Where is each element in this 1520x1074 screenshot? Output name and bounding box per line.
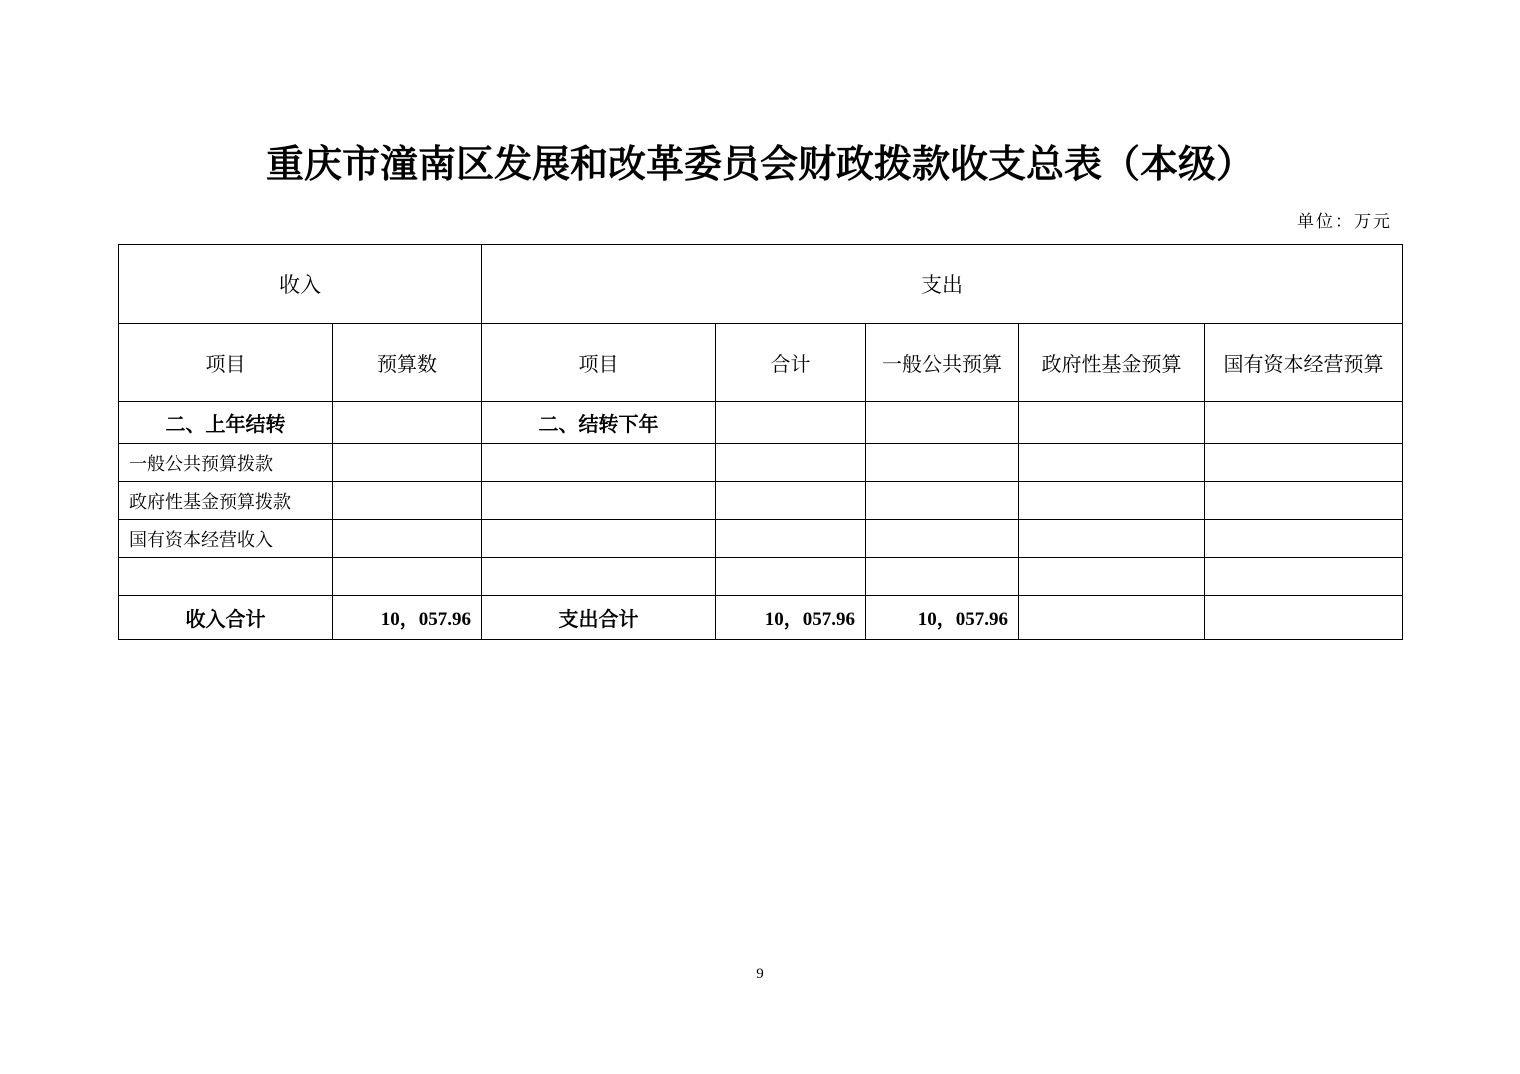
cell-general-public-total-value: 10，057.96: [866, 596, 1019, 640]
cell-empty: [866, 520, 1019, 558]
cell-empty: [333, 482, 482, 520]
unit-label: 单位：万元: [1297, 212, 1392, 232]
cell-empty: [482, 520, 716, 558]
column-header-row: [119, 324, 1403, 402]
cell-empty: [482, 558, 716, 596]
cell-expense-total-value: 10，057.96: [716, 596, 866, 640]
cell-empty: [1019, 520, 1205, 558]
cell-income-total-value: 10，057.96: [333, 596, 482, 640]
col-header-general-public: 一般公共预算: [866, 324, 1019, 402]
cell-empty: [119, 558, 333, 596]
cell-empty: [716, 520, 866, 558]
cell-empty: [1019, 444, 1205, 482]
cell-empty: [333, 402, 482, 444]
col-header-income-item: 项目: [119, 324, 333, 402]
cell-empty: [1205, 402, 1403, 444]
table-row-totals: [119, 596, 1403, 640]
col-header-state-capital: 国有资本经营预算: [1205, 324, 1403, 402]
cell-empty: [866, 402, 1019, 444]
cell-empty: [1019, 596, 1205, 640]
income-group-header: 收入: [119, 245, 482, 324]
cell-empty: [866, 482, 1019, 520]
cell-empty: [1019, 558, 1205, 596]
col-header-income-budget: 预算数: [333, 324, 482, 402]
cell-empty: [866, 444, 1019, 482]
cell-empty: [716, 402, 866, 444]
col-header-total: 合计: [716, 324, 866, 402]
cell-empty: [1205, 596, 1403, 640]
cell-empty: [482, 444, 716, 482]
cell-empty: [1019, 482, 1205, 520]
expense-group-header: 支出: [482, 245, 1403, 324]
group-header-row: [119, 245, 1403, 324]
cell-gov-fund-allocation: 政府性基金预算拨款: [119, 482, 333, 520]
col-header-expense-item: 项目: [482, 324, 716, 402]
cell-empty: [333, 444, 482, 482]
document-title: 重庆市潼南区发展和改革委员会财政拨款收支总表（本级）: [265, 141, 1254, 186]
cell-general-public-allocation: 一般公共预算拨款: [119, 444, 333, 482]
cell-empty: [333, 520, 482, 558]
table-row-state-capital: [119, 520, 1403, 558]
cell-income-total-label: 收入合计: [119, 596, 333, 640]
page-number: 9: [756, 966, 764, 982]
budget-summary-table: [118, 244, 1403, 640]
cell-income-carryover: 二、上年结转: [119, 402, 333, 444]
table-row-general-public: [119, 444, 1403, 482]
cell-empty: [866, 558, 1019, 596]
cell-empty: [716, 558, 866, 596]
table-row-gov-fund: [119, 482, 1403, 520]
cell-empty: [1205, 558, 1403, 596]
cell-empty: [1205, 444, 1403, 482]
cell-empty: [716, 444, 866, 482]
cell-expense-total-label: 支出合计: [482, 596, 716, 640]
cell-empty: [716, 482, 866, 520]
cell-expense-carryover: 二、结转下年: [482, 402, 716, 444]
cell-empty: [482, 482, 716, 520]
table-row-carryover: [119, 402, 1403, 444]
table-row-blank: [119, 558, 1403, 596]
col-header-gov-fund: 政府性基金预算: [1019, 324, 1205, 402]
cell-empty: [1019, 402, 1205, 444]
cell-empty: [1205, 482, 1403, 520]
cell-empty: [333, 558, 482, 596]
cell-state-capital-income: 国有资本经营收入: [119, 520, 333, 558]
cell-empty: [1205, 520, 1403, 558]
